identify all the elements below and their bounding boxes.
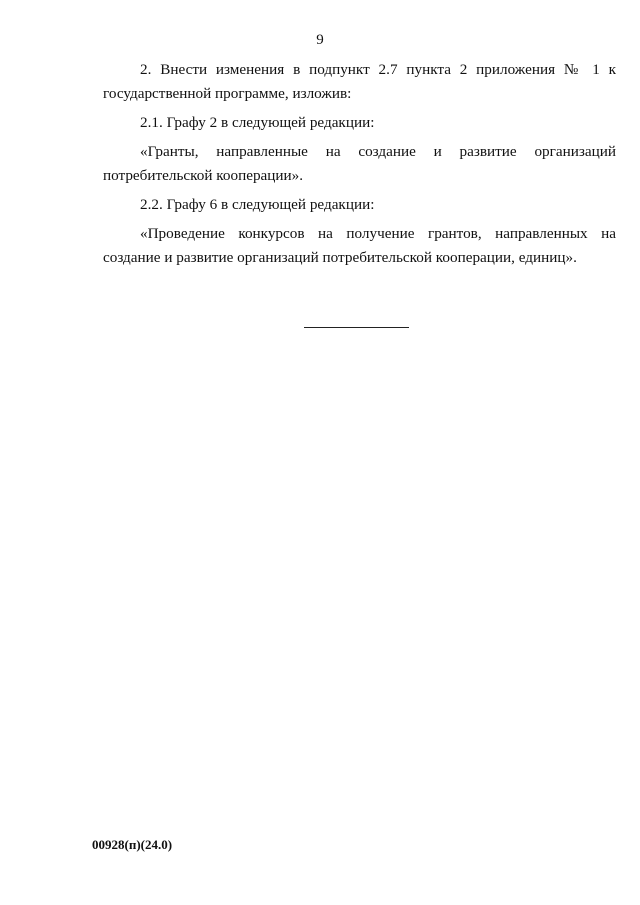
paragraph-column-2-text: «Гранты, направленные на создание и развитие организаций потребительской кооперации». (103, 143, 616, 184)
paragraph-column-6-heading: 2.2. Графу 6 в следующей редакции: (140, 196, 375, 213)
body-text (103, 58, 616, 275)
document-code: 00928(п)(24.0) (92, 837, 173, 852)
paragraph-column-6-text: «Проведение конкурсов на получение грантов, направленных на создание и развитие организаций потребительской кооперации, единиц». (103, 225, 616, 266)
paragraph-amendment: 2. Внести изменения в подпункт 2.7 пункта 2 приложения № 1 к государственной программе, изложив: (103, 61, 616, 102)
page-number: 9 (316, 32, 324, 48)
paragraph-column-2-heading: 2.1. Графу 2 в следующей редакции: (140, 114, 375, 131)
separator-line (304, 327, 409, 328)
